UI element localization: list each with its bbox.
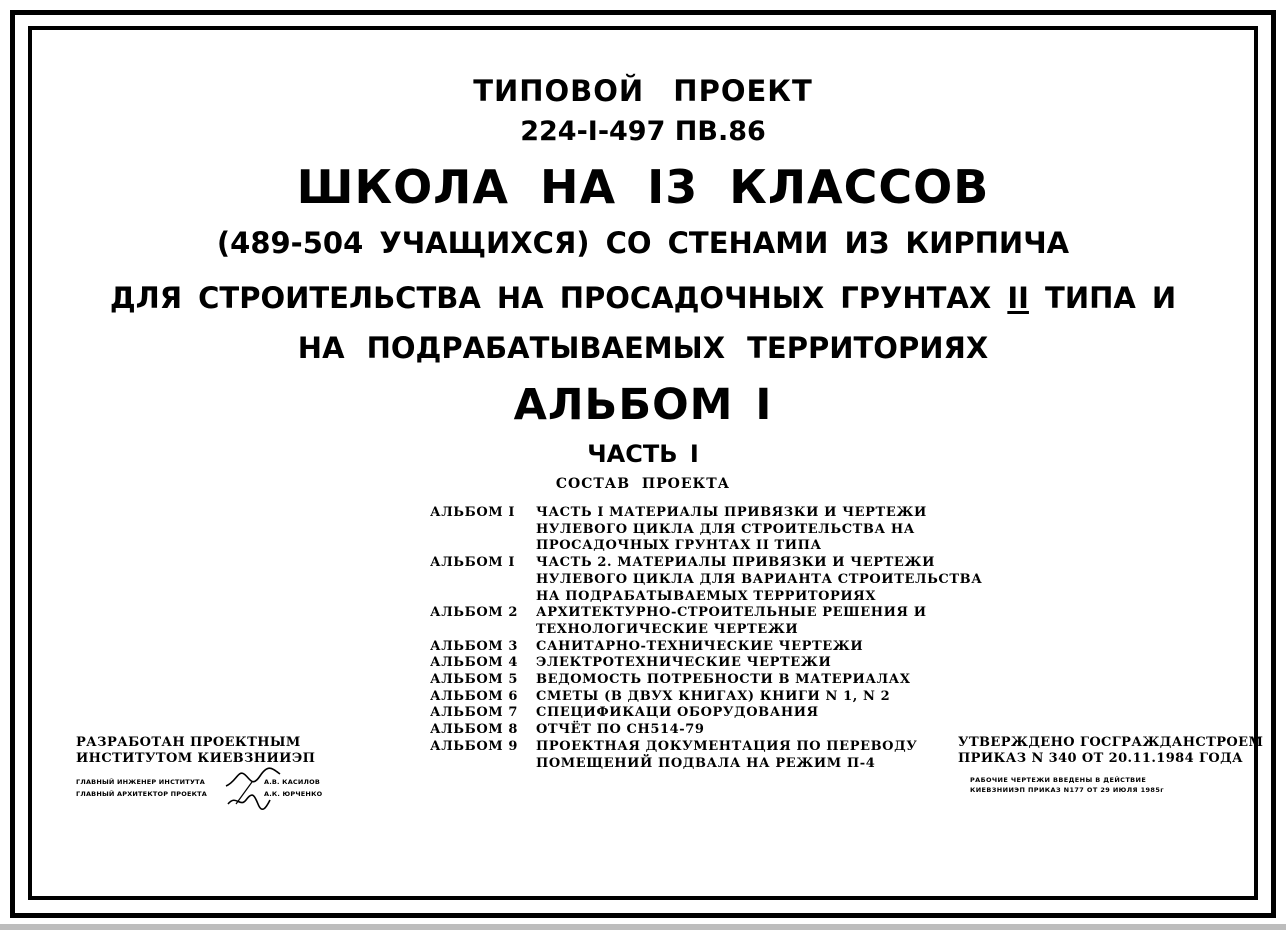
album-description-line: НУЛЕВОГО ЦИКЛА ДЛЯ ВАРИАНТА СТРОИТЕЛЬСТВА (536, 571, 983, 587)
bottom-edge (0, 924, 1286, 930)
approval-note-1: РАБОЧИЕ ЧЕРТЕЖИ ВВЕДЕНЫ В ДЕЙСТВИЕ (970, 776, 1147, 784)
part-heading: ЧАСТЬ I (587, 440, 699, 468)
signer-name: А.К. ЮРЧЕНКО (264, 790, 323, 798)
album-label: АЛЬБОМ 9 (430, 738, 519, 754)
contents-item (430, 605, 990, 638)
approval-note (970, 775, 1164, 795)
contents-item (430, 722, 990, 739)
contents-item (430, 689, 990, 706)
developer-line-1: РАЗРАБОТАН ПРОЕКТНЫМ (76, 735, 301, 750)
signer-role: ГЛАВНЫЙ ИНЖЕНЕР ИНСТИТУТА (76, 778, 206, 786)
album-description-line: СМЕТЫ (В ДВУХ КНИГАХ) КНИГИ N 1, N 2 (536, 688, 891, 704)
soil-type-roman: II (1007, 281, 1029, 315)
approval-note-2: КИЕВЗНИИЭП ПРИКАЗ N177 ОТ 29 ИЮЛЯ 1985г (970, 786, 1165, 794)
contents-item (430, 705, 990, 722)
developer-line-2: ИНСТИТУТОМ КИЕВЗНИИЭП (76, 751, 316, 766)
album-label: АЛЬБОМ 4 (430, 655, 519, 671)
contents-item (430, 739, 990, 772)
contents-item (430, 672, 990, 689)
album-label: АЛЬБОМ I (430, 505, 516, 520)
contents-item (430, 639, 990, 656)
album-description-line: НА ПОДРАБАТЫВАЕМЫХ ТЕРРИТОРИЯХ (536, 588, 877, 604)
album-heading: АЛЬБОМ I (513, 380, 773, 430)
approval-block (958, 735, 1263, 767)
album-label: АЛЬБОМ 3 (430, 638, 519, 654)
approval-line-1: УТВЕРЖДЕНО ГОСГРАЖДАНСТРОЕМ (958, 735, 1264, 750)
album-label: АЛЬБОМ 8 (430, 722, 519, 738)
document-title: ШКОЛА НА I3 КЛАССОВ (296, 160, 990, 214)
signature-mark (222, 764, 292, 812)
album-description-line: ПРОЕКТНАЯ ДОКУМЕНТАЦИЯ ПО ПЕРЕВОДУ (536, 738, 918, 754)
album-description-line: ТЕХНОЛОГИЧЕСКИЕ ЧЕРТЕЖИ (536, 621, 799, 637)
album-label: АЛЬБОМ 7 (430, 705, 519, 721)
contents-heading: СОСТАВ ПРОЕКТА (555, 476, 731, 492)
project-number: 224-I-497 ПВ.86 (520, 116, 766, 147)
subtitle-line-3: НА ПОДРАБАТЫВАЕМЫХ ТЕРРИТОРИЯХ (297, 331, 989, 365)
album-label: АЛЬБОМ I (430, 555, 516, 571)
contents-item (430, 505, 990, 555)
album-description-line: ЭЛЕКТРОТЕХНИЧЕСКИЕ ЧЕРТЕЖИ (536, 655, 832, 671)
signer-role: ГЛАВНЫЙ АРХИТЕКТОР ПРОЕКТА (76, 790, 207, 798)
album-description-line: САНИТАРНО-ТЕХНИЧЕСКИЕ ЧЕРТЕЖИ (536, 638, 864, 654)
signer-name: А.В. КАСИЛОВ (264, 778, 321, 786)
album-description-line: ВЕДОМОСТЬ ПОТРЕБНОСТИ В МАТЕРИАЛАХ (536, 672, 911, 688)
album-label: АЛЬБОМ 2 (430, 605, 519, 621)
subtitle-line-2-start: ДЛЯ СТРОИТЕЛЬСТВА НА ПРОСАДОЧНЫХ ГРУНТАХ (109, 281, 1008, 315)
signers-block (76, 776, 323, 800)
project-type: ТИПОВОЙ ПРОЕКТ (473, 74, 813, 108)
album-description-line: ЧАСТЬ I МАТЕРИАЛЫ ПРИВЯЗКИ И ЧЕРТЕЖИ (536, 505, 927, 520)
album-description-line: ЧАСТЬ 2. МАТЕРИАЛЫ ПРИВЯЗКИ И ЧЕРТЕЖИ (536, 555, 935, 571)
album-label: АЛЬБОМ 6 (430, 688, 519, 704)
developer-block (76, 735, 315, 767)
approval-line-2: ПРИКАЗ N 340 ОТ 20.11.1984 ГОДА (958, 751, 1244, 766)
album-description-line: ПРОСАДОЧНЫХ ГРУНТАХ II ТИПА (536, 538, 822, 554)
album-description-line: СПЕЦИФИКАЦИ ОБОРУДОВАНИЯ (536, 705, 819, 721)
contents-item (430, 555, 990, 605)
subtitle-line-1: (489-504 УЧАЩИХСЯ) СО СТЕНАМИ ИЗ КИРПИЧА (216, 226, 1070, 260)
contents-item (430, 655, 990, 672)
subtitle-line-2-end: ТИПА И (1028, 281, 1177, 315)
album-description-line: НУЛЕВОГО ЦИКЛА ДЛЯ СТРОИТЕЛЬСТВА НА (536, 521, 915, 537)
album-label: АЛЬБОМ 5 (430, 672, 519, 688)
album-description-line: ПОМЕЩЕНИЙ ПОДВАЛА НА РЕЖИМ П-4 (536, 755, 876, 771)
album-description-line: АРХИТЕКТУРНО-СТРОИТЕЛЬНЫЕ РЕШЕНИЯ И (536, 605, 927, 621)
subtitle-line-2 (0, 281, 1286, 315)
album-description-line: ОТЧЁТ ПО СН514-79 (536, 722, 705, 738)
contents-list (430, 505, 990, 772)
